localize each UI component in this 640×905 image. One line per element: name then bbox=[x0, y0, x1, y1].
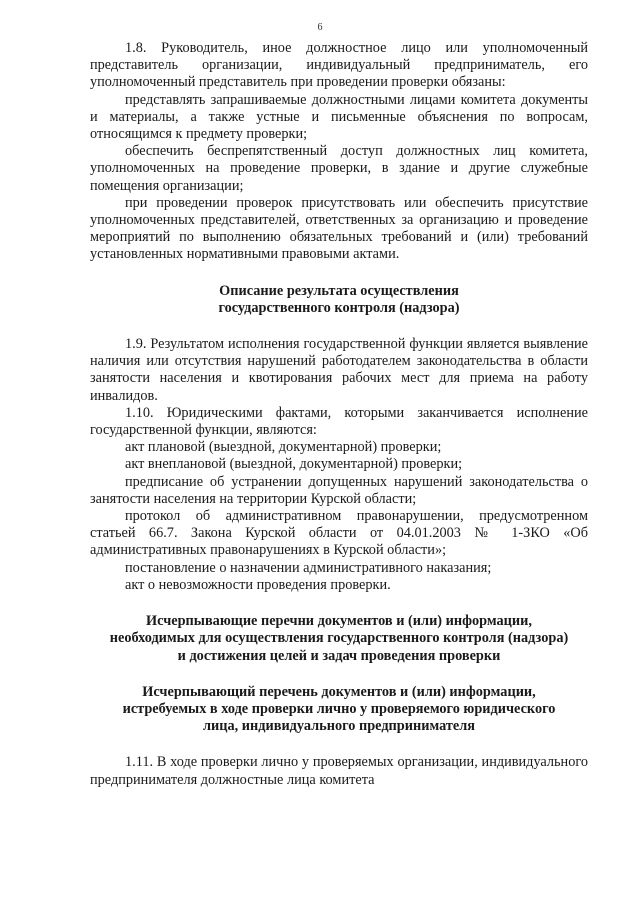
heading-required-line-3: лица, индивидуального предпринимателя bbox=[202, 718, 475, 735]
heading-result-line-1: Описание результата осуществления bbox=[219, 282, 459, 299]
list-item-planned-act: акт плановой (выездной, документарной) проверки; bbox=[125, 439, 442, 456]
paragraph-1-11: 1.11. В ходе проверки лично у проверяемых организации, индивидуального предпринимателя должностные лица комитета bbox=[90, 754, 588, 788]
list-item-unplanned-act: акт внеплановой (выездной, документарной) проверки; bbox=[125, 456, 463, 473]
paragraph-1-9: 1.9. Результатом исполнения государственной функции является выявление наличия или отсутствия нарушений работодателем законодательства в области занятости населения и квотирования рабочих мест для приема на работу инвалидов. bbox=[90, 336, 588, 404]
heading-required-line-2: истребуемых в ходе проверки лично у проверяемого юридического bbox=[122, 700, 556, 717]
heading-result-line-2: государственного контроля (надзора) bbox=[218, 299, 460, 316]
heading-required-line-1: Исчерпывающий перечень документов и (или) информации, bbox=[142, 683, 536, 700]
paragraph-presence: при проведении проверок присутствовать или обеспечить присутствие уполномоченных представителей, ответственных за организацию и проведение мероприятий по выполнению обязательных требований и (или) требований установленных нормативными правовыми актами. bbox=[90, 194, 588, 263]
heading-documents-line-1: Исчерпывающие перечни документов и (или) информации, bbox=[146, 613, 532, 630]
document-content bbox=[90, 40, 588, 789]
page-number: 6 bbox=[317, 22, 323, 33]
heading-result-description bbox=[90, 283, 588, 317]
list-item-order: предписание об устранении допущенных нарушений законодательства о занятости населения на территории Курской области; bbox=[90, 473, 588, 507]
paragraph-1-8: 1.8. Руководитель, иное должностное лицо или уполномоченный представитель организации, индивидуальный предприниматель, его уполномоченный представитель при проведении проверки обязаны: bbox=[90, 40, 588, 91]
paragraph-1-10: 1.10. Юридическими фактами, которыми заканчивается исполнение государственной функции, являются: bbox=[90, 404, 588, 439]
heading-documents-line-3: и достижения целей и задач проведения проверки bbox=[177, 647, 501, 664]
list-item-protocol: протокол об административном правонарушении, предусмотренном статьей 66.7. Закона Курской области от 04.01.2003 № 1-ЗКО «Об административных правонарушениях в Курской области»; bbox=[90, 508, 588, 559]
heading-documents-lists bbox=[90, 613, 588, 665]
paragraph-provide-documents: представлять запрашиваемые должностными лицами комитета документы и материалы, а также устные и письменные объяснения по вопросам, относящимся к предмету проверки; bbox=[90, 91, 588, 143]
paragraph-ensure-access: обеспечить беспрепятственный доступ должностных лиц комитета, уполномоченных на проведение проверки, в здание и другие служебные помещения организации; bbox=[90, 143, 588, 194]
heading-documents-line-2: необходимых для осуществления государственного контроля (надзора) bbox=[109, 630, 569, 647]
list-item-resolution: постановление о назначении административного наказания; bbox=[125, 559, 492, 576]
list-item-impossibility-act: акт о невозможности проведения проверки. bbox=[125, 576, 391, 593]
heading-documents-required bbox=[90, 684, 588, 736]
